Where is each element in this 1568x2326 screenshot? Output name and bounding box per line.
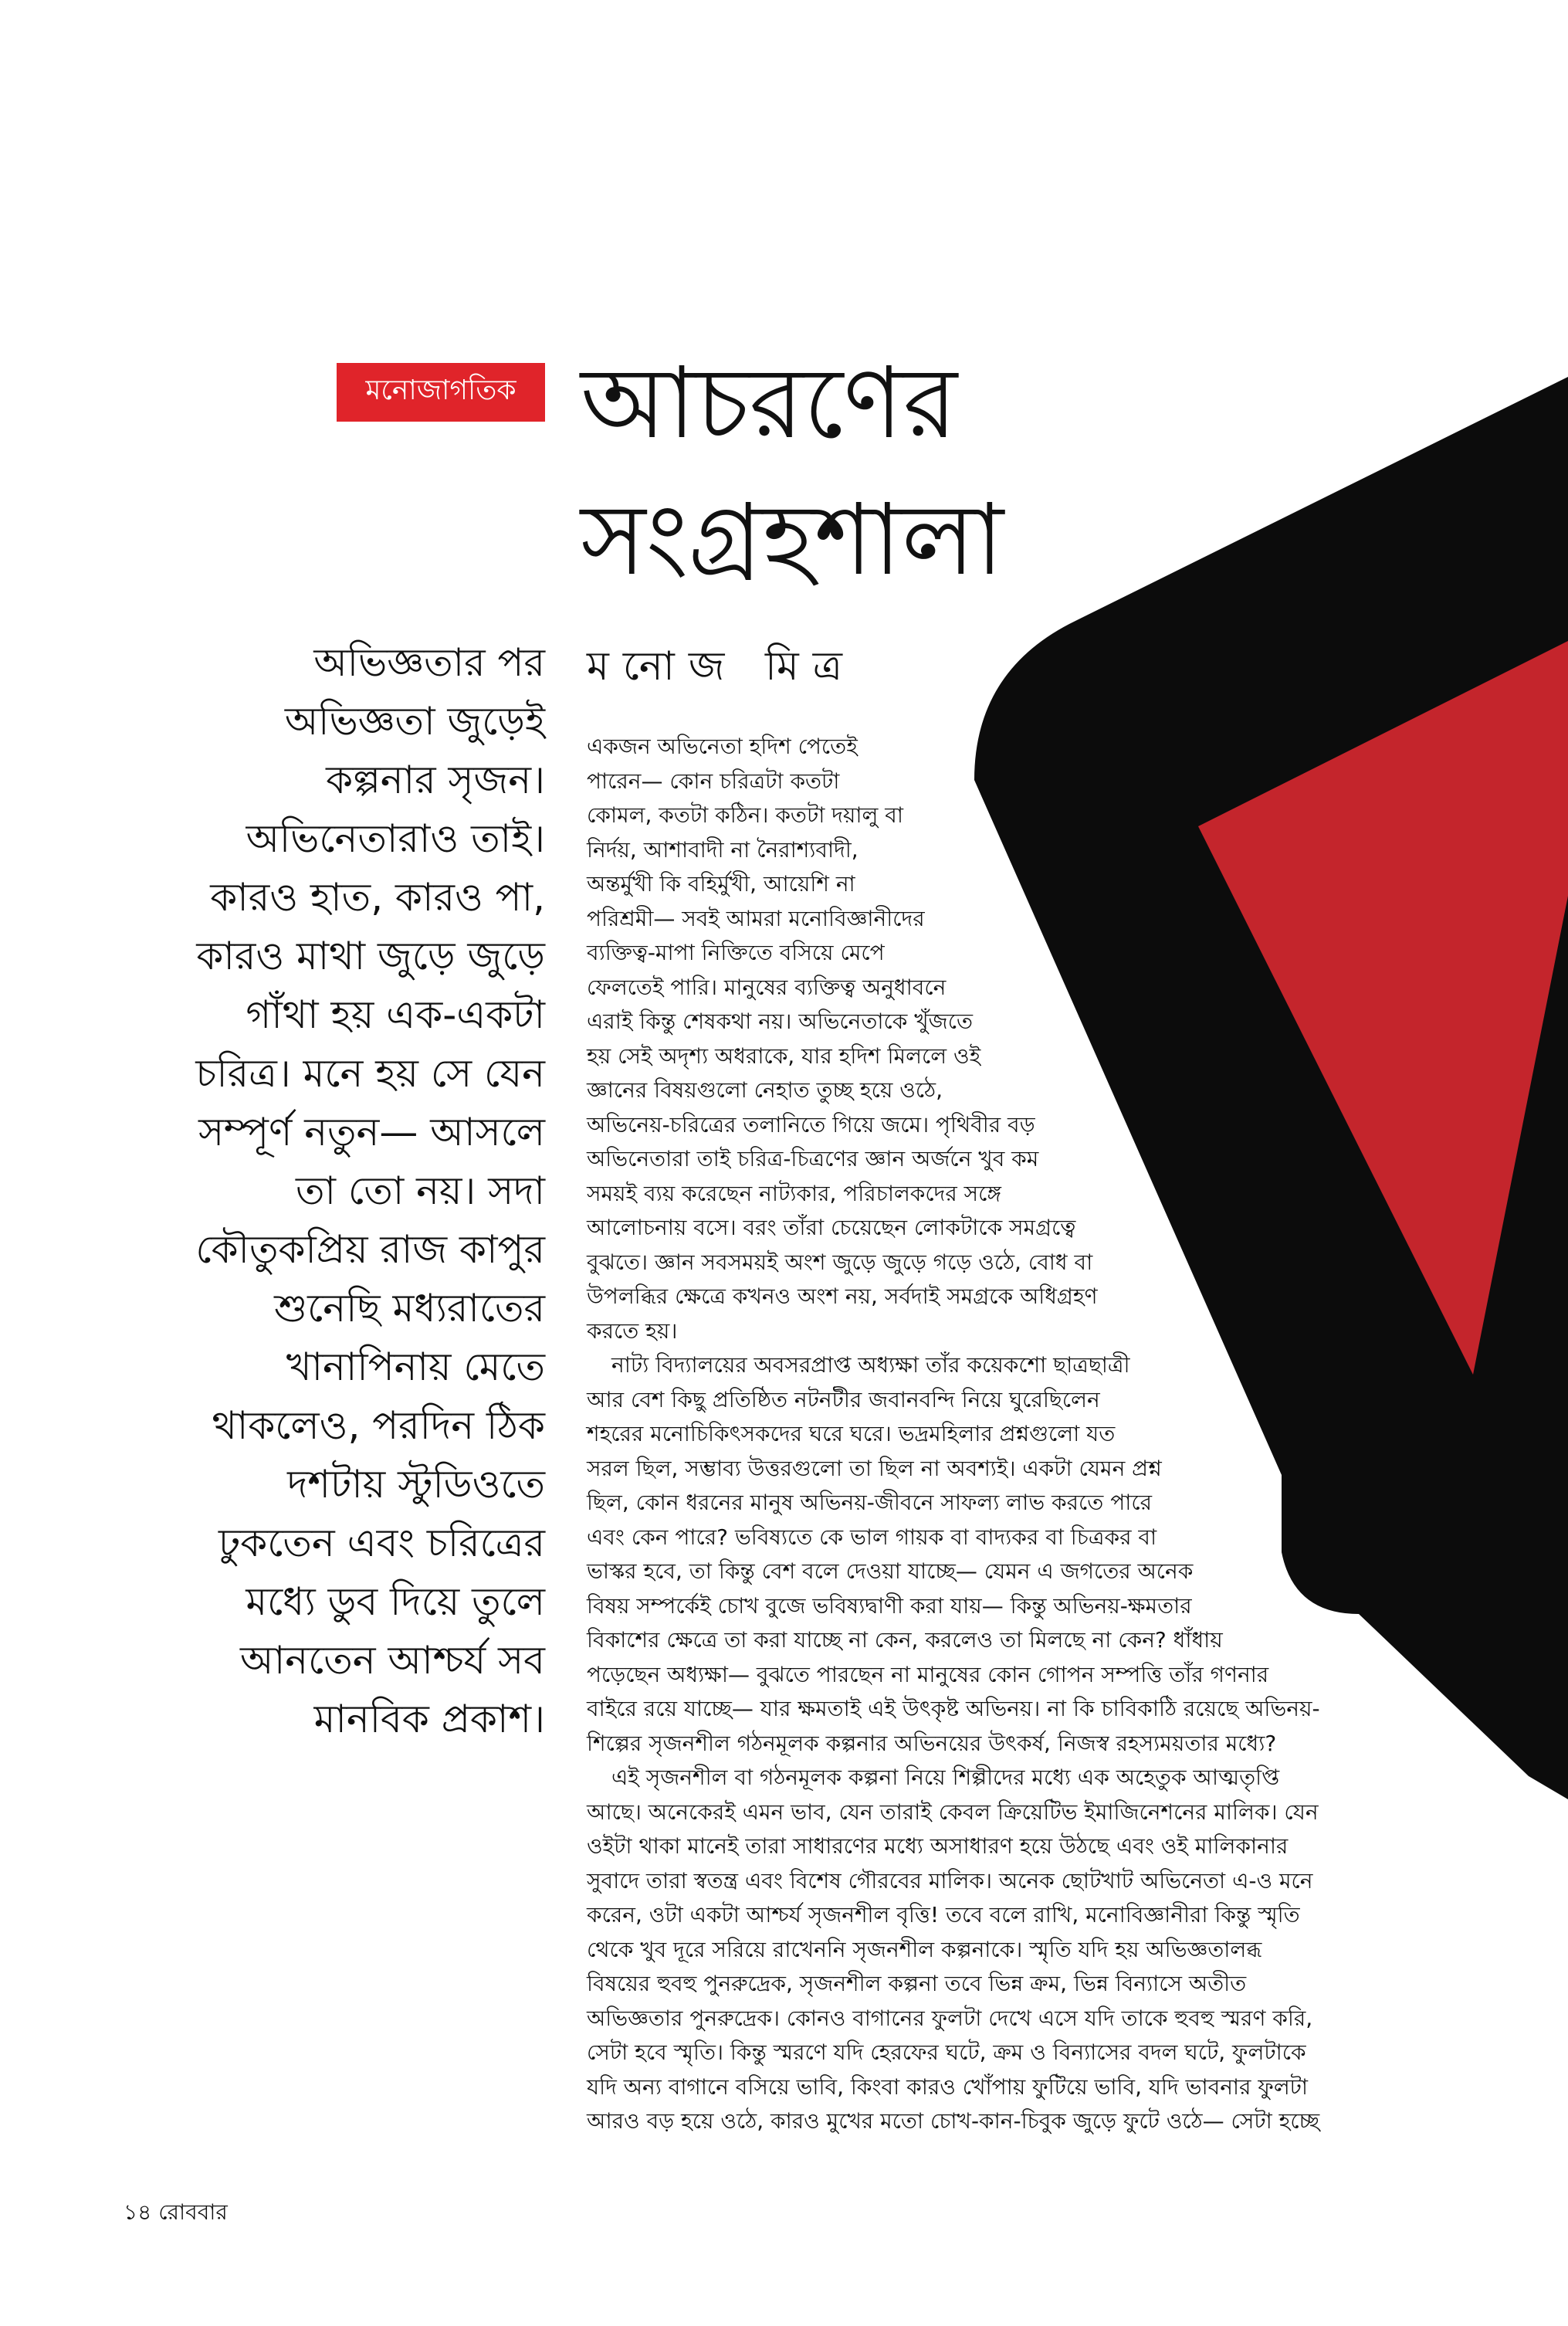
body-line: থেকে খুব দূরে সরিয়ে রাখেননি সৃজনশীল কল্পনাকে। স্মৃতি যদি হয় অভিজ্ঞতালব্ধ	[587, 1936, 1262, 1962]
body-line: এরাই কিন্তু শেষকথা নয়। অভিনেতাকে খুঁজতে	[587, 1009, 973, 1034]
body-line: শিল্পের সৃজনশীল গঠনমূলক কল্পনার অভিনয়ের উৎকর্ষ, নিজস্ব রহস্যময়তার মধ্যে?	[587, 1730, 1277, 1756]
body-line: অভিজ্ঞতার পুনরুদ্রেক। কোনও বাগানের ফুলটা দেখে এসে যদি তাকে হুবহু স্মরণ করি,	[587, 2005, 1313, 2031]
pull-quote-line: আনতেন আশ্চর্য সব	[239, 1638, 545, 1683]
pull-quote-line: মধ্যে ডুব দিয়ে তুলে	[246, 1579, 545, 1624]
pull-quote-line: থাকলেও, পরদিন ঠিক	[212, 1403, 545, 1448]
pull-quote-line: অভিজ্ঞতা জুড়েই	[284, 699, 545, 744]
body-line: আরও বড় হয়ে ওঠে, কারও মুখের মতো চোখ-কান-চিবুক জুড়ে ফুটে ওঠে— সেটা হচ্ছে	[587, 2108, 1320, 2134]
pull-quote-line: কৌতুকপ্রিয় রাজ কাপুর	[195, 1227, 545, 1272]
body-line: শহরের মনোচিকিৎসকদের ঘরে ঘরে। ভদ্রমহিলার প্রশ্নগুলো যত	[587, 1421, 1116, 1446]
pull-quote-line: কল্পনার সৃজন।	[326, 758, 545, 802]
body-line: সেটা হবে স্মৃতি। কিন্তু স্মরণে যদি হেরফের ঘটে, ক্রম ও বিন্যাসের বদল ঘটে, ফুলটাকে	[587, 2039, 1306, 2065]
body-line: অভিনেতারা তাই চরিত্র-চিত্রণের জ্ঞান অর্জনে খুব কম	[587, 1146, 1039, 1171]
body-line: বিকাশের ক্ষেত্রে তা করা যাচ্ছে না কেন, করলেও তা মিলছে না কেন? ধাঁধায়	[587, 1627, 1223, 1653]
pull-quote-line: ঢুকতেন এবং চরিত্রের	[218, 1521, 545, 1565]
body-line: সময়ই ব্যয় করেছেন নাট্যকার, পরিচালকদের সঙ্গে	[587, 1180, 1001, 1206]
paragraph-start-line: নাট্য বিদ্যালয়ের অবসরপ্রাপ্ত অধ্যক্ষা তাঁর কয়েকশো ছাত্রছাত্রী	[611, 1352, 1130, 1378]
headline-line-2: সংগ্রহশালা	[581, 483, 1004, 598]
body-line: বুঝতে। জ্ঞান সবসময়ই অংশ জুড়ে জুড়ে গড়ে ওঠে, বোধ বা	[587, 1249, 1093, 1275]
body-line: নির্দয়, আশাবাদী না নৈরাশ্যবাদী,	[587, 836, 859, 863]
pull-quote-line: শুনেছি মধ্যরাতের	[274, 1286, 545, 1331]
body-line: কোমল, কতটা কঠিন। কতটা দয়ালু বা	[587, 802, 904, 828]
body-line: এবং কেন পারে? ভবিষ্যতে কে ভাল গায়ক বা বাদ্যকর বা চিত্রকর বা	[587, 1524, 1157, 1550]
pull-quote-line: চরিত্র। মনে হয় সে যেন	[195, 1051, 545, 1096]
body-line: বাইরে রয়ে যাচ্ছে— যার ক্ষমতাই এই উৎকৃষ্ট অভিনয়। না কি চাবিকাঠি রয়েছে অভিনয়-	[587, 1696, 1320, 1721]
body-line: আলোচনায় বসে। বরং তাঁরা চেয়েছেন লোকটাকে সমগ্রত্বে	[587, 1215, 1076, 1240]
author-byline: মনোজ মিত্র	[587, 643, 856, 690]
pull-quote-line: অভিজ্ঞতার পর	[313, 640, 545, 685]
body-line: পরিশ্রমী— সবই আমরা মনোবিজ্ঞানীদের	[587, 905, 925, 931]
body-line: পড়েছেন অধ্যক্ষা— বুঝতে পারছেন না মানুষের কোন গোপন সম্পত্তি তাঁর গণনার	[587, 1661, 1269, 1687]
body-line: ছিল, কোন ধরনের মানুষ অভিনয়-জীবনে সাফল্য লাভ করতে পারে	[587, 1490, 1152, 1515]
pull-quote-line: মানবিক প্রকাশ।	[313, 1697, 545, 1741]
pull-quote-line: দশটায় স্টুডিওতে	[287, 1462, 545, 1507]
body-line: ফেলতেই পারি। মানুষের ব্যক্তিত্ব অনুধাবনে	[587, 974, 947, 1000]
body-line: আর বেশ কিছু প্রতিষ্ঠিত নটনটীর জবানবন্দি নিয়ে ঘুরেছিলেন	[587, 1386, 1100, 1412]
body-line: সুবাদে তারা স্বতন্ত্র এবং বিশেষ গৌরবের মালিক। অনেক ছোটখাট অভিনেতা এ-ও মনে	[587, 1867, 1313, 1894]
body-line: অন্তর্মুখী কি বহির্মুখী, আয়েশি না	[587, 871, 855, 897]
pull-quote-line: গাঁথা হয় এক-একটা	[246, 992, 545, 1037]
body-line: হয় সেই অদৃশ্য অধরাকে, যার হদিশ মিললে ওই	[587, 1043, 981, 1069]
body-line: পারেন— কোন চরিত্রটা কতটা	[587, 768, 840, 794]
body-line: করতে হয়।	[587, 1317, 678, 1344]
page-folio: ১৪ রোববার	[124, 2199, 228, 2225]
body-line: ভাস্কর হবে, তা কিন্তু বেশ বলে দেওয়া যাচ্ছে— যেমন এ জগতের অনেক	[587, 1558, 1194, 1584]
body-line: উপলব্ধির ক্ষেত্রে কখনও অংশ নয়, সর্বদাই সমগ্রকে অধিগ্রহণ	[587, 1283, 1098, 1309]
body-line: সরল ছিল, সম্ভাব্য উত্তরগুলো তা ছিল না অবশ্যই। একটা যেমন প্রশ্ন	[587, 1455, 1162, 1481]
pull-quote-line: কারও হাত, কারও পা,	[210, 875, 545, 920]
pull-quote-line: অভিনেতারাও তাই।	[246, 816, 545, 861]
article-body	[587, 730, 1320, 2139]
body-line: জ্ঞানের বিষয়গুলো নেহাত তুচ্ছ হয়ে ওঠে,	[587, 1077, 943, 1103]
body-line: একজন অভিনেতা হদিশ পেতেই	[587, 734, 858, 759]
pull-quote-line: সম্পূর্ণ নতুন— আসলে	[198, 1110, 545, 1155]
body-line: করেন, ওটা একটা আশ্চর্য সৃজনশীল বৃত্তি! তবে বলে রাখি, মনোবিজ্ঞানীরা কিন্তু স্মৃতি	[587, 1902, 1300, 1928]
paragraph-start-line: এই সৃজনশীল বা গঠনমূলক কল্পনা নিয়ে শিল্পীদের মধ্যে এক অহেতুক আত্মতৃপ্তি	[611, 1765, 1280, 1790]
body-line: ওইটা থাকা মানেই তারা সাধারণের মধ্যে অসাধারণ হয়ে উঠছে এবং ওই মালিকানার	[587, 1833, 1289, 1859]
body-line: আছে। অনেকেরই এমন ভাব, যেন তারাই কেবল ক্রিয়েটিভ ইমাজিনেশনের মালিক। যেন	[587, 1799, 1319, 1825]
body-line: ব্যক্তিত্ব-মাপা নিক্তিতে বসিয়ে মেপে	[587, 940, 885, 965]
body-line: যদি অন্য বাগানে বসিয়ে ভাবি, কিংবা কারও খোঁপায় ফুটিয়ে ভাবি, যদি ভাবনার ফুলটা	[587, 2073, 1309, 2100]
headline-line-1: আচরণের	[581, 346, 958, 461]
body-line: বিষয় সম্পর্কেই চোখ বুজে ভবিষ্যদ্বাণী করা যায়— কিন্তু অভিনয়-ক্ষমতার	[587, 1592, 1192, 1619]
pull-quote	[116, 633, 545, 1748]
pull-quote-line: তা তো নয়। সদা	[296, 1168, 545, 1213]
body-line: অভিনেয়-চরিত্রের তলানিতে গিয়ে জমে। পৃথিবীর বড়	[587, 1111, 1035, 1138]
section-tag: মনোজাগতিক	[337, 363, 545, 422]
pull-quote-line: কারও মাথা জুড়ে জুড়ে	[196, 934, 545, 978]
pull-quote-line: খানাপিনায় মেতে	[286, 1344, 545, 1389]
body-line: বিষয়ের হুবহু পুনরুদ্রেক, সৃজনশীল কল্পনা তবে ভিন্ন ক্রম, ভিন্ন বিন্যাসে অতীত	[587, 1971, 1247, 1996]
